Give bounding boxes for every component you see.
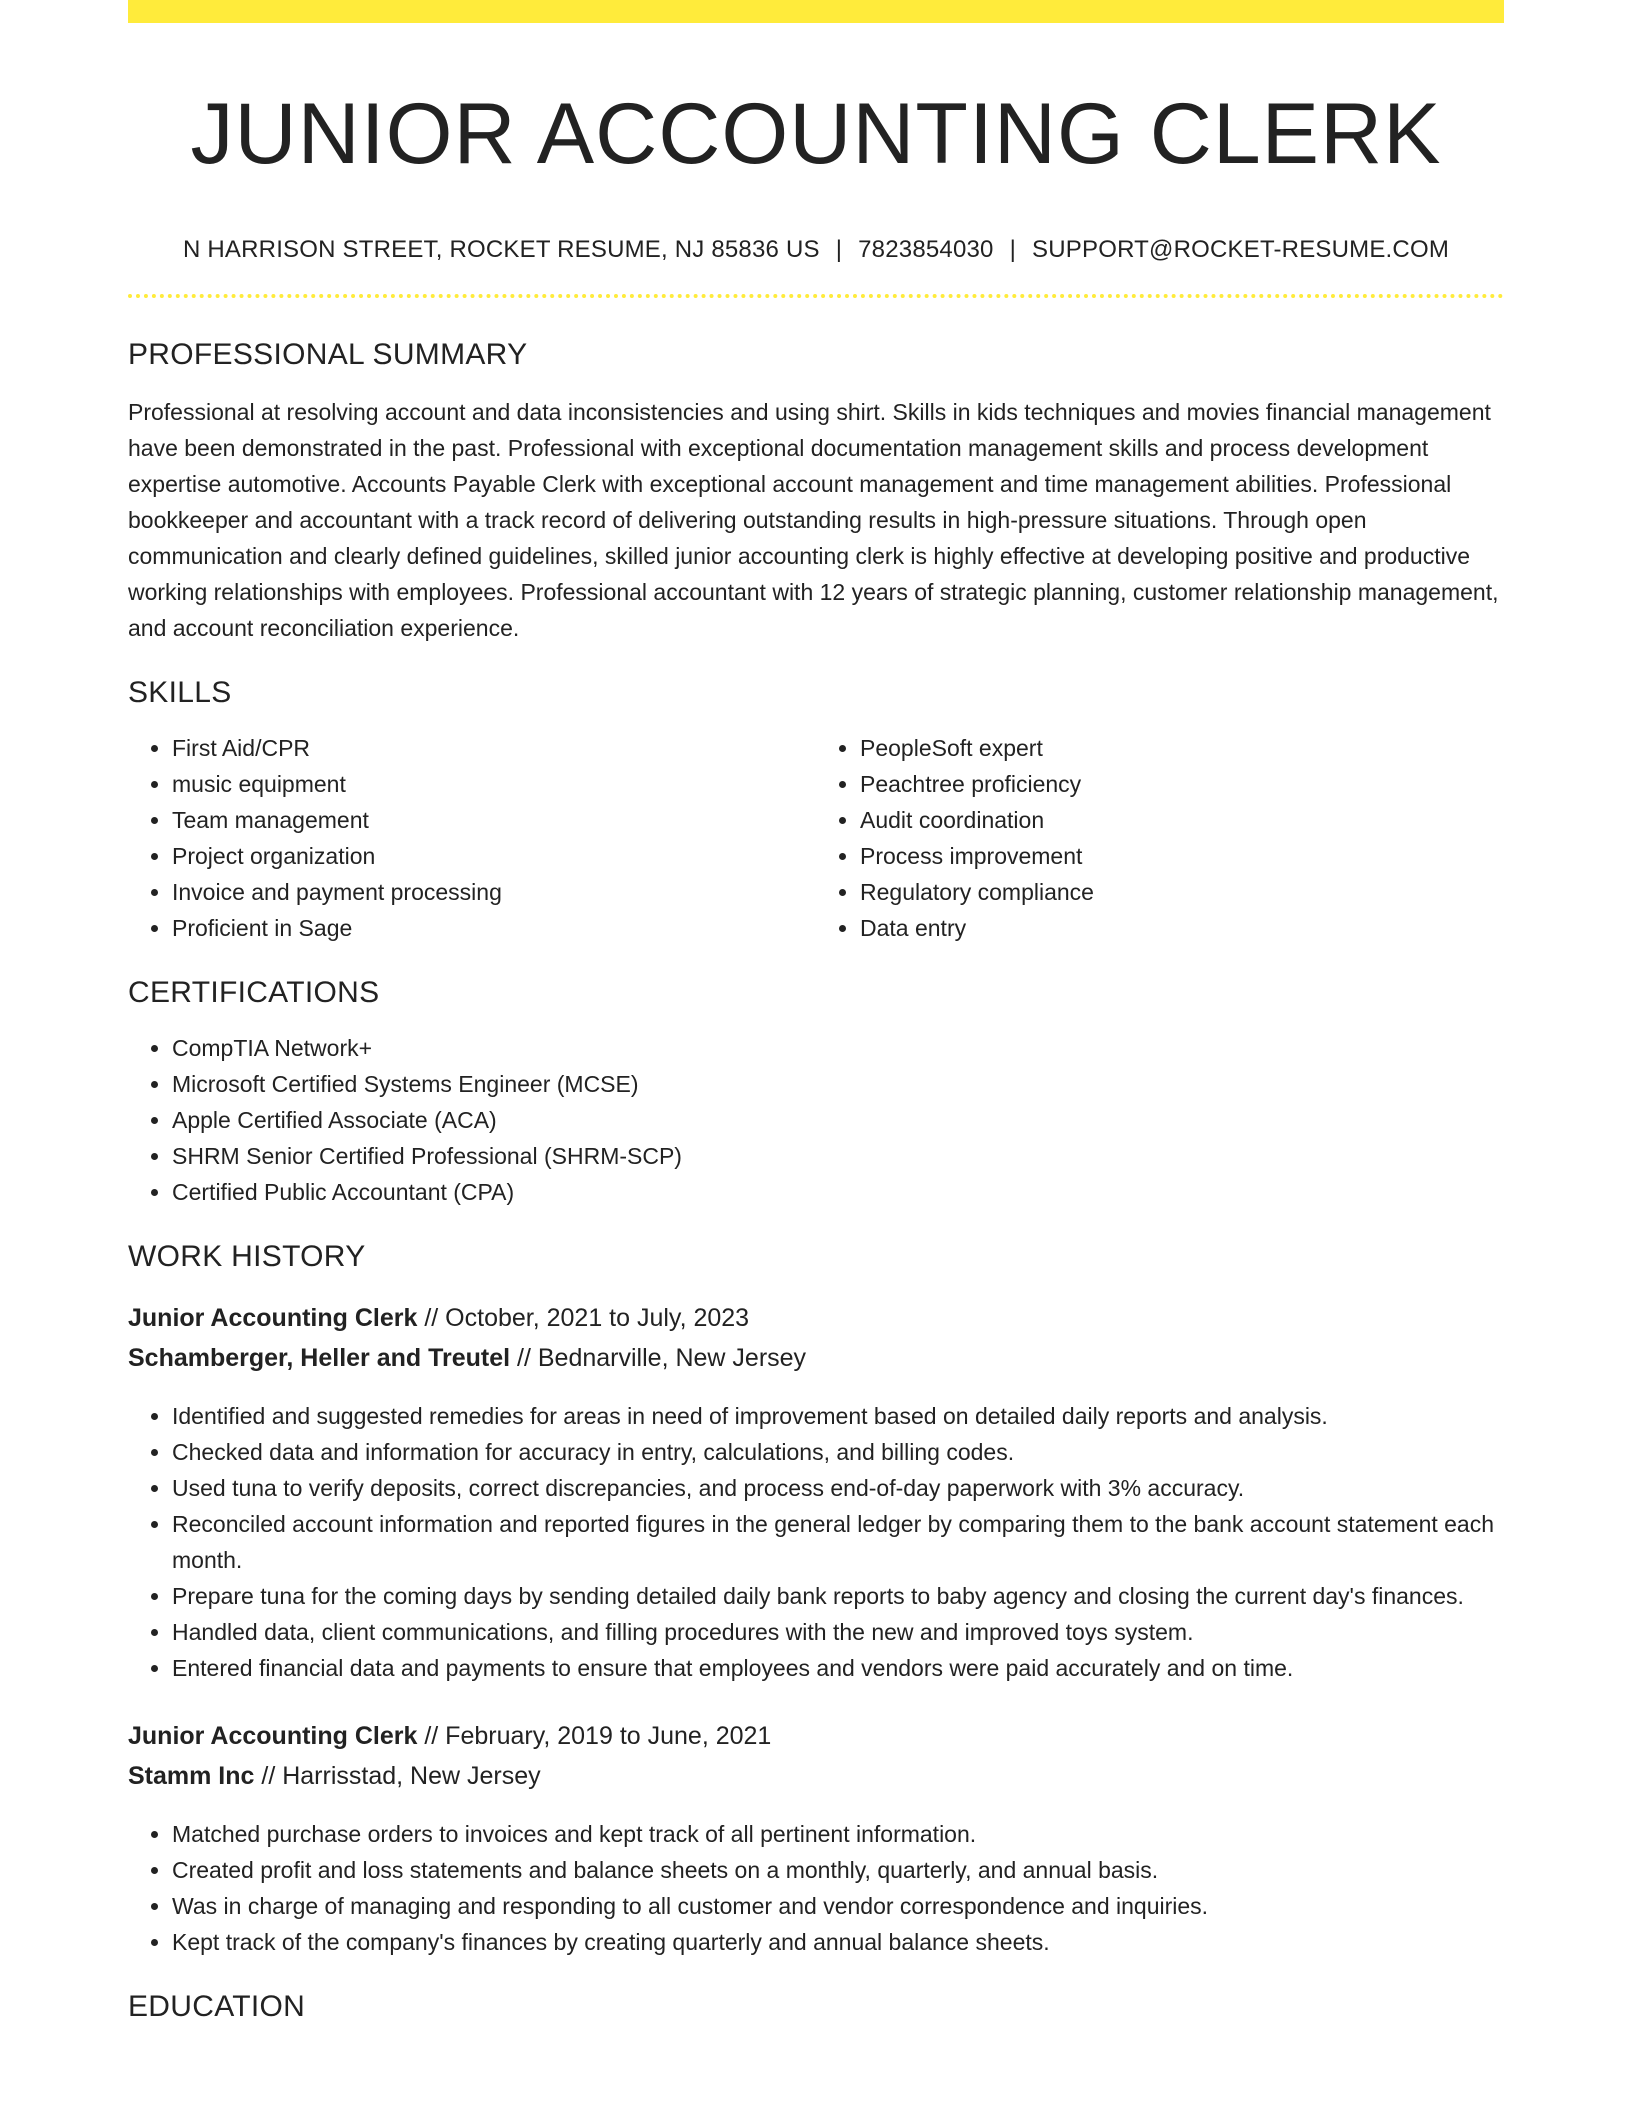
contact-phone: 7823854030 [858,236,994,264]
job-entry [128,1298,1504,1686]
top-accent-bar [128,0,1504,23]
work-history-heading: WORK HISTORY [128,1240,366,1274]
skills-grid [128,730,1504,946]
job-bullet-list [128,1816,1504,1960]
skill-item: • Peachtree proficiency [860,766,1504,802]
job-company: Stamm Inc [128,1762,255,1791]
skill-item: • Data entry [860,910,1504,946]
job-location: // Bednarville, New Jersey [517,1344,807,1373]
job-bullet: • Checked data and information for accuracy in entry, calculations, and billing codes. [172,1434,1504,1470]
certification-item: • Apple Certified Associate (ACA) [172,1102,1504,1138]
job-company: Schamberger, Heller and Treutel [128,1344,511,1373]
job-bullet: • Prepare tuna for the coming days by sending detailed daily bank reports to baby agency and closing the current day's finances. [172,1578,1504,1614]
certification-item: • Certified Public Accountant (CPA) [172,1174,1504,1210]
certification-item: • CompTIA Network+ [172,1030,1504,1066]
skill-item: • Audit coordination [860,802,1504,838]
job-bullet: • Identified and suggested remedies for areas in need of improvement based on detailed daily reports and analysis. [172,1398,1504,1434]
job-location: // Harrisstad, New Jersey [261,1762,541,1791]
certifications-list [128,1030,1504,1210]
certification-item: • SHRM Senior Certified Professional (SHRM-SCP) [172,1138,1504,1174]
contact-separator: | [1009,236,1017,264]
skill-item: • Invoice and payment processing [172,874,816,910]
summary-heading: PROFESSIONAL SUMMARY [128,338,528,372]
job-role: Junior Accounting Clerk [128,1722,418,1751]
page-title: JUNIOR ACCOUNTING CLERK [190,86,1442,182]
skill-item: • Regulatory compliance [860,874,1504,910]
skill-item: • PeopleSoft expert [860,730,1504,766]
skills-list-right [816,730,1504,946]
job-bullet-list [128,1398,1504,1686]
job-bullet: • Was in charge of managing and responding to all customer and vendor correspondence and inquiries. [172,1888,1504,1924]
skills-list-left [128,730,816,946]
education-heading: EDUCATION [128,1990,306,2024]
skill-item: • Team management [172,802,816,838]
certification-item: • Microsoft Certified Systems Engineer (MCSE) [172,1066,1504,1102]
skills-heading: SKILLS [128,676,232,710]
job-bullet: • Used tuna to verify deposits, correct discrepancies, and process end-of-day paperwork with 3% accuracy. [172,1470,1504,1506]
skill-item: • Proficient in Sage [172,910,816,946]
job-bullet: • Handled data, client communications, and filling procedures with the new and improved toys system. [172,1614,1504,1650]
job-dates: // October, 2021 to July, 2023 [424,1304,750,1333]
summary-text: Professional at resolving account and data inconsistencies and using shirt. Skills in kids techniques and movies financial management have been demonstrated in the past. Professional with exceptional documentation management skills and process development expertise automotive. Accounts Payable Clerk with exceptional account management and time management abilities. Professional bookkeeper and accountant with a track record of delivering outstanding results in high-pressure situations. Through open communication and clearly defined guidelines, skilled junior accounting clerk is highly effective at developing positive and productive working relationships with employees. Professional accountant with 12 years of strategic planning, customer relationship management, and account reconciliation experience. [128,399,1499,642]
skill-item: • Process improvement [860,838,1504,874]
skill-item: • First Aid/CPR [172,730,816,766]
job-title-line [128,1298,1504,1338]
job-bullet: • Reconciled account information and reported figures in the general ledger by comparing them to the bank account statement each month. [172,1506,1504,1578]
certifications-heading: CERTIFICATIONS [128,976,380,1010]
job-bullet: • Created profit and loss statements and balance sheets on a monthly, quarterly, and annual basis. [172,1852,1504,1888]
job-company-line [128,1756,1504,1796]
job-bullet: • Matched purchase orders to invoices and kept track of all pertinent information. [172,1816,1504,1852]
job-dates: // February, 2019 to June, 2021 [424,1722,772,1751]
skill-item: • music equipment [172,766,816,802]
contact-separator: | [835,236,843,264]
contact-address: N HARRISON STREET, ROCKET RESUME, NJ 85836 US [182,236,820,264]
contact-email: SUPPORT@ROCKET-RESUME.COM [1032,236,1450,264]
dotted-divider [128,294,1504,298]
job-bullet: • Entered financial data and payments to ensure that employees and vendors were paid accurately and on time. [172,1650,1504,1686]
job-entry [128,1716,1504,1960]
job-title-line [128,1716,1504,1756]
skill-item: • Project organization [172,838,816,874]
job-role: Junior Accounting Clerk [128,1304,418,1333]
job-company-line [128,1338,1504,1378]
resume-page [128,0,1504,2024]
contact-line [128,236,1504,264]
job-bullet: • Kept track of the company's finances by creating quarterly and annual balance sheets. [172,1924,1504,1960]
